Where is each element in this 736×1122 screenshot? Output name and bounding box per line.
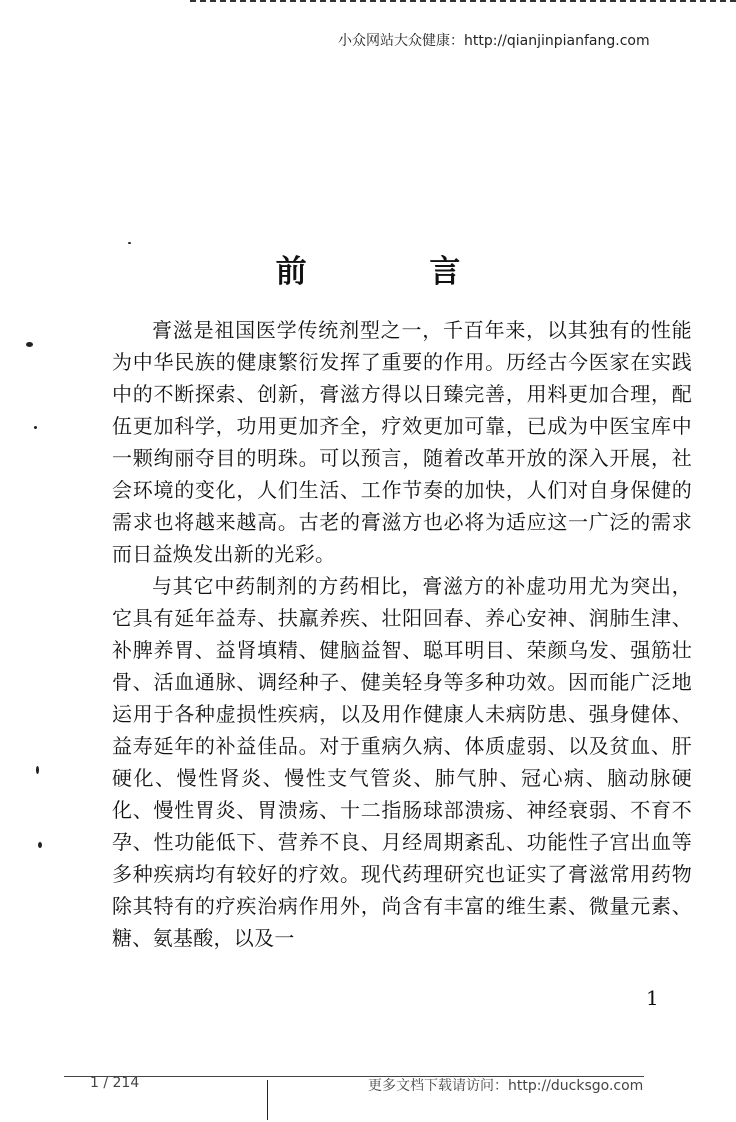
- footer-page-indicator: 1 / 214: [90, 1075, 140, 1091]
- header-site-text: 小众网站大众健康：http://qianjinpianfang.com: [338, 33, 650, 49]
- page-number: 1: [646, 986, 659, 1010]
- footer-divider: [267, 1080, 268, 1120]
- page-title: 前 言: [275, 254, 517, 290]
- scan-speck: [38, 842, 42, 848]
- scan-speck: [34, 426, 37, 429]
- scan-speck: [26, 342, 33, 347]
- paragraph-2: 与其它中药制剂的方药相比，膏滋方的补虚功用尤为突出，它具有延年益寿、扶羸养疾、壮阳回春、养心安神、润肺生津、补脾养胃、益肾填精、健脑益智、聪耳明目、荣颜乌发、强筋壮骨、活血通脉、调经种子、健美轻身等多种功效。因而能广泛地运用于各种虚损性疾病，以及用作健康人未病防患、强身健体、益寿延年的补益佳品。对于重病久病、体质虚弱、以及贫血、肝硬化、慢性肾炎、慢性支气管炎、肺气肿、冠心病、脑动脉硬化、慢性胃炎、胃溃疡、十二指肠球部溃疡、神经衰弱、不育不孕、性功能低下、营养不良、月经周期紊乱、功能性子宫出血等多种疾病均有较好的疗效。现代药理研究也证实了膏滋常用药物除其特有的疗疾治病作用外，尚含有丰富的维生素、微量元素、糖、氨基酸，以及一: [112, 574, 692, 950]
- top-border-rule: [190, 0, 736, 5]
- scan-speck: [128, 242, 131, 244]
- footer-download-link[interactable]: 更多文档下载请访问：http://ducksgo.com: [368, 1078, 644, 1094]
- body-text: [112, 314, 692, 954]
- scan-speck: [36, 766, 39, 774]
- paragraph-1: 膏滋是祖国医学传统剂型之一，千百年来，以其独有的性能为中华民族的健康繁衍发挥了重要的作用。历经古今医家在实践中的不断探索、创新，膏滋方得以日臻完善，用料更加合理，配伍更加科学，功用更加齐全，疗效更加可靠，已成为中医宝库中一颗绚丽夺目的明珠。可以预言，随着改革开放的深入开展，社会环境的变化，人们生活、工作节奏的加快，人们对自身保健的需求也将越来越高。古老的膏滋方也必将为适应这一广泛的需求而日益焕发出新的光彩。: [112, 318, 692, 566]
